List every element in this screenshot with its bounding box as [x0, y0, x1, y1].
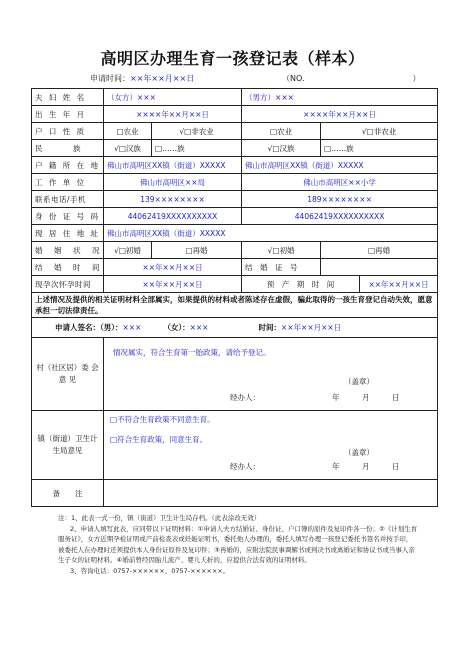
town-seal: （盖章）	[344, 448, 374, 457]
remark-label: 备 注	[32, 480, 104, 507]
wife-name[interactable]: （女方）×××	[104, 89, 242, 106]
label-hukou: 户 口 性 质	[32, 123, 104, 140]
date-value: ××年××月××日	[130, 74, 195, 83]
village-handler: 经办人：	[230, 393, 260, 402]
town-handler: 经办人：	[230, 462, 260, 471]
sign-time[interactable]: ××年××月××日	[280, 323, 342, 332]
label-pregnancy: 现孕次怀孕时间	[32, 276, 104, 293]
husband-name[interactable]: （男方）×××	[242, 89, 438, 106]
signature-row	[32, 318, 438, 338]
declaration: 上述情况及提供的相关证明材料全部属实，如果提供的材料或者陈述存在虚假，骗此取得的一孩生育登记自动失效，愿意承担一切法律责任。	[35, 295, 433, 315]
town-option-approve[interactable]: □符合生育政策，同意生育。	[110, 435, 208, 444]
page-title: 高明区办理生育一孩登记表（样本）	[100, 49, 365, 68]
label-ethnic: 民 族	[32, 140, 104, 157]
village-opinion[interactable]: 情况属实，符合生育第一胎政策，请给予登记。	[113, 348, 271, 357]
sign-female[interactable]: ×××	[189, 323, 209, 332]
label-work: 工 作 单 位	[32, 174, 104, 191]
wife-hukou-urban[interactable]: √□非农业	[152, 123, 242, 140]
label-marriage-cert: 结 婚 证 号	[242, 259, 321, 276]
no-label: （NO.	[282, 74, 305, 83]
wife-ethnic-other[interactable]: □……族	[152, 140, 242, 157]
wife-birth[interactable]: ××××年××月××日	[104, 106, 242, 123]
pregnancy-date[interactable]: ××年××月××日	[104, 276, 242, 293]
label-address: 现 居 住 地 址	[32, 225, 104, 242]
village-label: 村（社区居）委 会 意 见	[36, 363, 99, 384]
husband-ethnic-han[interactable]: √□汉族	[242, 140, 321, 157]
label-marital: 婚 姻 状 况	[32, 242, 104, 259]
wife-work[interactable]: 佛山市高明区××局	[104, 174, 242, 191]
notes	[58, 513, 418, 576]
village-seal: （盖章）	[344, 377, 374, 386]
label-birth: 出 生 年 月	[32, 106, 104, 123]
husband-id[interactable]: 44062419XXXXXXXXXX	[242, 208, 438, 225]
no-close: ）	[412, 74, 421, 83]
sign-label: 申请人签名：（男）：	[55, 323, 123, 332]
wife-first-marriage[interactable]: √□初婚	[104, 242, 152, 259]
husband-ethnic-other[interactable]: □……族	[321, 140, 438, 157]
husband-phone[interactable]: 189××××××××	[242, 191, 438, 208]
village-date: 年 月 日	[332, 393, 400, 402]
note-1: 注：1、此表一式一份，镇（街道）卫生计生局存档。（此表涂改无效）	[58, 514, 261, 522]
label-name: 夫 妇 姓 名	[32, 89, 104, 106]
husband-residence[interactable]: 佛山市高明区XX镇（街道）XXXXX	[242, 157, 438, 174]
wife-ethnic-han[interactable]: √□汉族	[104, 140, 152, 157]
wife-phone[interactable]: 139××××××××	[104, 191, 242, 208]
town-opinion-cell	[104, 411, 438, 480]
sign-male[interactable]: ×××	[122, 323, 142, 332]
form-number	[282, 73, 421, 84]
current-address[interactable]: 佛山市高明区XX镇（街道）XXXXX	[104, 225, 438, 242]
date-label: 申请时间：	[90, 74, 130, 83]
label-due-date: 预 产 期 时 间	[242, 276, 360, 293]
declaration-cell	[32, 293, 438, 318]
label-phone: 联系电话/手机	[32, 191, 104, 208]
label-id: 身 份 证 号 码	[32, 208, 104, 225]
application-date	[90, 73, 194, 84]
husband-hukou-urban[interactable]: √□非农业	[321, 123, 438, 140]
sign-time-label: 时间：	[258, 323, 281, 332]
town-date: 年 月 日	[332, 462, 400, 471]
marriage-date[interactable]: ××年××月××日	[104, 259, 242, 276]
wife-remarriage[interactable]: □再婚	[152, 242, 242, 259]
note-2: 2、申请人填写此表，应同带以下证明材料：①申请人夫方结婚证、身份证、户口簿的原件及复印件各一份；②《计划生育服务证》，女方近期孕检证明或产前检查表或妊娠证明书，委托他人办理的，委托人填写办理一孩登记委托书签名并按手印，被委托人在办理时还须提供本人身份证原件及复印件；③再婚的，应附法院民事调解书或判决书或离婚证和协议书或当事人亲生子女的证明材料。④婚前曾经因胎儿流产、婴儿夭折的，应提供合法有效的证明材料。	[58, 524, 418, 564]
wife-residence[interactable]: 佛山市高明区XX镇（街道）XXXXX	[104, 157, 242, 174]
label-marriage-date: 结 婚 时 间	[32, 259, 104, 276]
village-label-cell	[32, 338, 104, 411]
town-label: 镇（街道）卫生计生局意见	[37, 434, 98, 455]
wife-hukou-rural[interactable]: □农业	[104, 123, 152, 140]
marriage-cert-number[interactable]	[321, 259, 438, 276]
husband-first-marriage[interactable]: √□初婚	[242, 242, 321, 259]
due-date[interactable]: ××年××月××日	[360, 276, 438, 293]
wife-id[interactable]: 44062419XXXXXXXXXX	[104, 208, 242, 225]
remark-value[interactable]	[104, 480, 438, 507]
note-3: 3、咨询电话：0757-××××××、0757-××××××。	[70, 566, 230, 575]
husband-birth[interactable]: ××××年××月××日	[242, 106, 438, 123]
husband-remarriage[interactable]: □再婚	[321, 242, 438, 259]
registration-form	[31, 88, 438, 507]
town-label-cell	[32, 411, 104, 480]
sign-female-label: （女）：	[163, 323, 190, 332]
town-option-reject[interactable]: □不符合生育政策不同意生育。	[110, 415, 215, 424]
husband-hukou-rural[interactable]: □农业	[242, 123, 321, 140]
village-opinion-cell	[104, 338, 438, 411]
label-residence: 户 籍 所 在 地	[32, 157, 104, 174]
husband-work[interactable]: 佛山市高明区××小学	[242, 174, 438, 191]
